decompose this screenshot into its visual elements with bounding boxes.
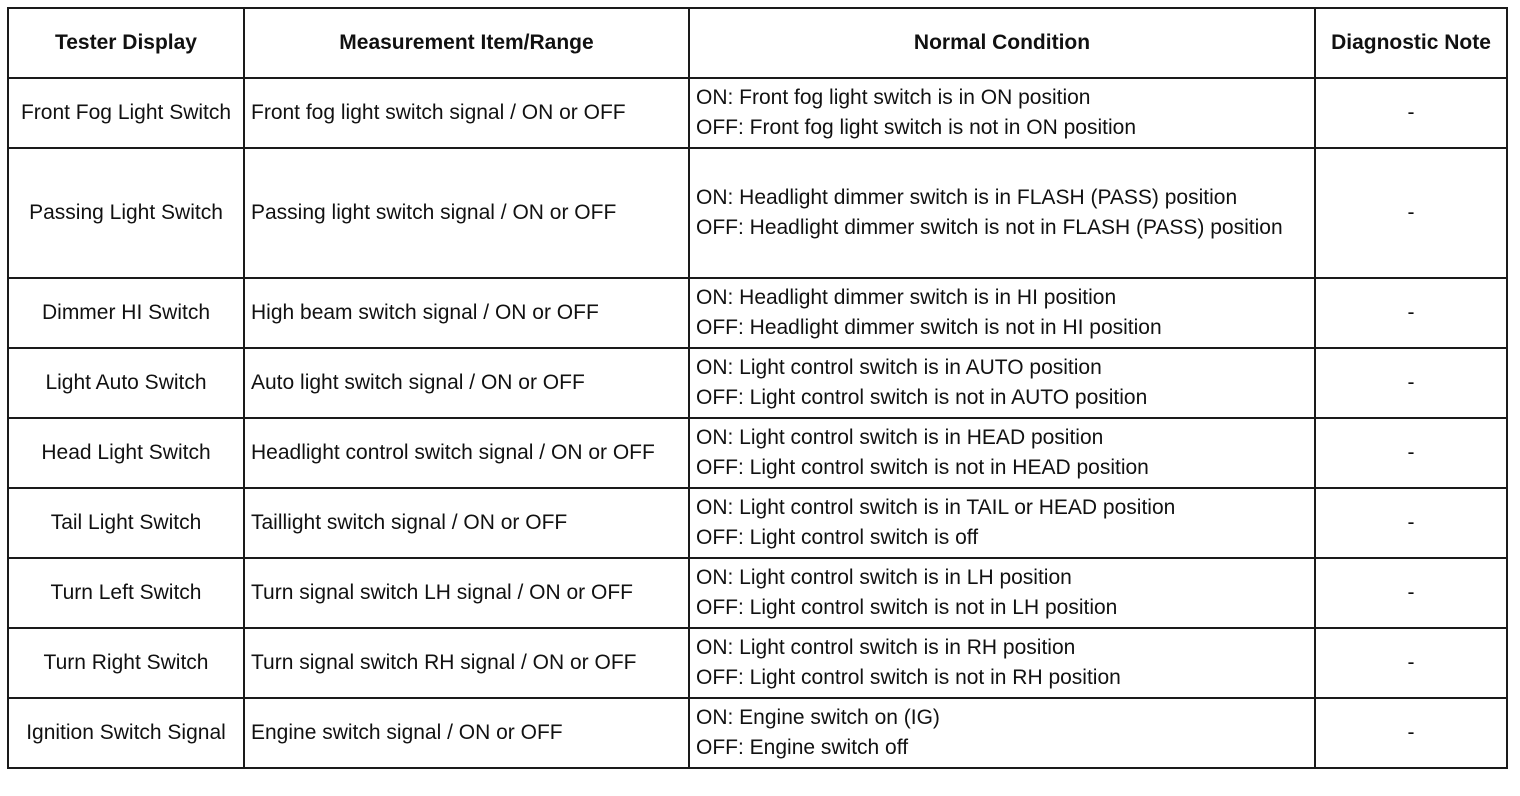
diagnostic-note-cell: - <box>1315 558 1507 628</box>
normal-on-text: ON: Headlight dimmer switch is in HI position <box>696 286 1117 309</box>
normal-off-text: OFF: Light control switch is not in RH position <box>696 666 1121 689</box>
table-row <box>8 148 1507 278</box>
measurement-cell: Front fog light switch signal / ON or OFF <box>244 78 689 148</box>
diagnostic-note-cell: - <box>1315 78 1507 148</box>
normal-on-text: ON: Light control switch is in AUTO position <box>696 356 1102 379</box>
normal-on-text: ON: Front fog light switch is in ON position <box>696 86 1091 109</box>
normal-condition-cell <box>689 148 1315 278</box>
normal-on-text: ON: Engine switch on (IG) <box>696 706 940 729</box>
normal-on-text: ON: Headlight dimmer switch is in FLASH (PASS) position <box>696 186 1238 209</box>
diagnostic-note-cell: - <box>1315 418 1507 488</box>
normal-off-text: OFF: Light control switch is not in AUTO position <box>696 386 1148 409</box>
tester-display-cell: Passing Light Switch <box>8 148 244 278</box>
measurement-cell: Turn signal switch LH signal / ON or OFF <box>244 558 689 628</box>
tester-display-cell: Head Light Switch <box>8 418 244 488</box>
header-normal-condition: Normal Condition <box>689 8 1315 78</box>
data-list-table <box>7 7 1508 769</box>
tester-display-cell: Turn Right Switch <box>8 628 244 698</box>
tester-display-cell: Turn Left Switch <box>8 558 244 628</box>
tester-display-cell: Dimmer HI Switch <box>8 278 244 348</box>
header-row <box>8 8 1507 78</box>
diagnostic-note-cell: - <box>1315 278 1507 348</box>
normal-off-text: OFF: Engine switch off <box>696 736 909 759</box>
table-row <box>8 278 1507 348</box>
normal-condition-cell <box>689 348 1315 418</box>
diagnostic-note-cell: - <box>1315 698 1507 768</box>
table-row <box>8 558 1507 628</box>
measurement-cell: Turn signal switch RH signal / ON or OFF <box>244 628 689 698</box>
normal-condition-cell <box>689 488 1315 558</box>
header-tester-display: Tester Display <box>8 8 244 78</box>
measurement-cell: Passing light switch signal / ON or OFF <box>244 148 689 278</box>
normal-off-text: OFF: Light control switch is not in LH position <box>696 596 1118 619</box>
normal-condition-cell <box>689 628 1315 698</box>
measurement-cell: Engine switch signal / ON or OFF <box>244 698 689 768</box>
normal-condition-cell <box>689 78 1315 148</box>
normal-condition-cell <box>689 698 1315 768</box>
table-row <box>8 628 1507 698</box>
table-row <box>8 418 1507 488</box>
header-diagnostic-note: Diagnostic Note <box>1315 8 1507 78</box>
table-row <box>8 348 1507 418</box>
normal-on-text: ON: Light control switch is in LH position <box>696 566 1072 589</box>
tester-display-cell: Front Fog Light Switch <box>8 78 244 148</box>
measurement-cell: Taillight switch signal / ON or OFF <box>244 488 689 558</box>
normal-off-text: OFF: Light control switch is off <box>696 526 979 549</box>
normal-off-text: OFF: Headlight dimmer switch is not in HI position <box>696 316 1162 339</box>
diagnostic-note-cell: - <box>1315 148 1507 278</box>
normal-condition-cell <box>689 418 1315 488</box>
normal-on-text: ON: Light control switch is in RH position <box>696 636 1076 659</box>
normal-off-text: OFF: Front fog light switch is not in ON position <box>696 116 1136 139</box>
normal-condition-cell <box>689 278 1315 348</box>
diagnostic-note-cell: - <box>1315 348 1507 418</box>
tester-display-cell: Tail Light Switch <box>8 488 244 558</box>
tester-display-cell: Ignition Switch Signal <box>8 698 244 768</box>
measurement-cell: High beam switch signal / ON or OFF <box>244 278 689 348</box>
tester-display-cell: Light Auto Switch <box>8 348 244 418</box>
normal-on-text: ON: Light control switch is in TAIL or HEAD position <box>696 496 1176 519</box>
table-row <box>8 698 1507 768</box>
normal-off-text: OFF: Light control switch is not in HEAD position <box>696 456 1149 479</box>
table-row <box>8 488 1507 558</box>
diagnostic-note-cell: - <box>1315 628 1507 698</box>
measurement-cell: Auto light switch signal / ON or OFF <box>244 348 689 418</box>
normal-condition-cell <box>689 558 1315 628</box>
measurement-cell: Headlight control switch signal / ON or OFF <box>244 418 689 488</box>
diagnostic-note-cell: - <box>1315 488 1507 558</box>
table-row <box>8 78 1507 148</box>
normal-off-text: OFF: Headlight dimmer switch is not in FLASH (PASS) position <box>696 216 1283 239</box>
normal-on-text: ON: Light control switch is in HEAD position <box>696 426 1104 449</box>
header-measurement: Measurement Item/Range <box>244 8 689 78</box>
